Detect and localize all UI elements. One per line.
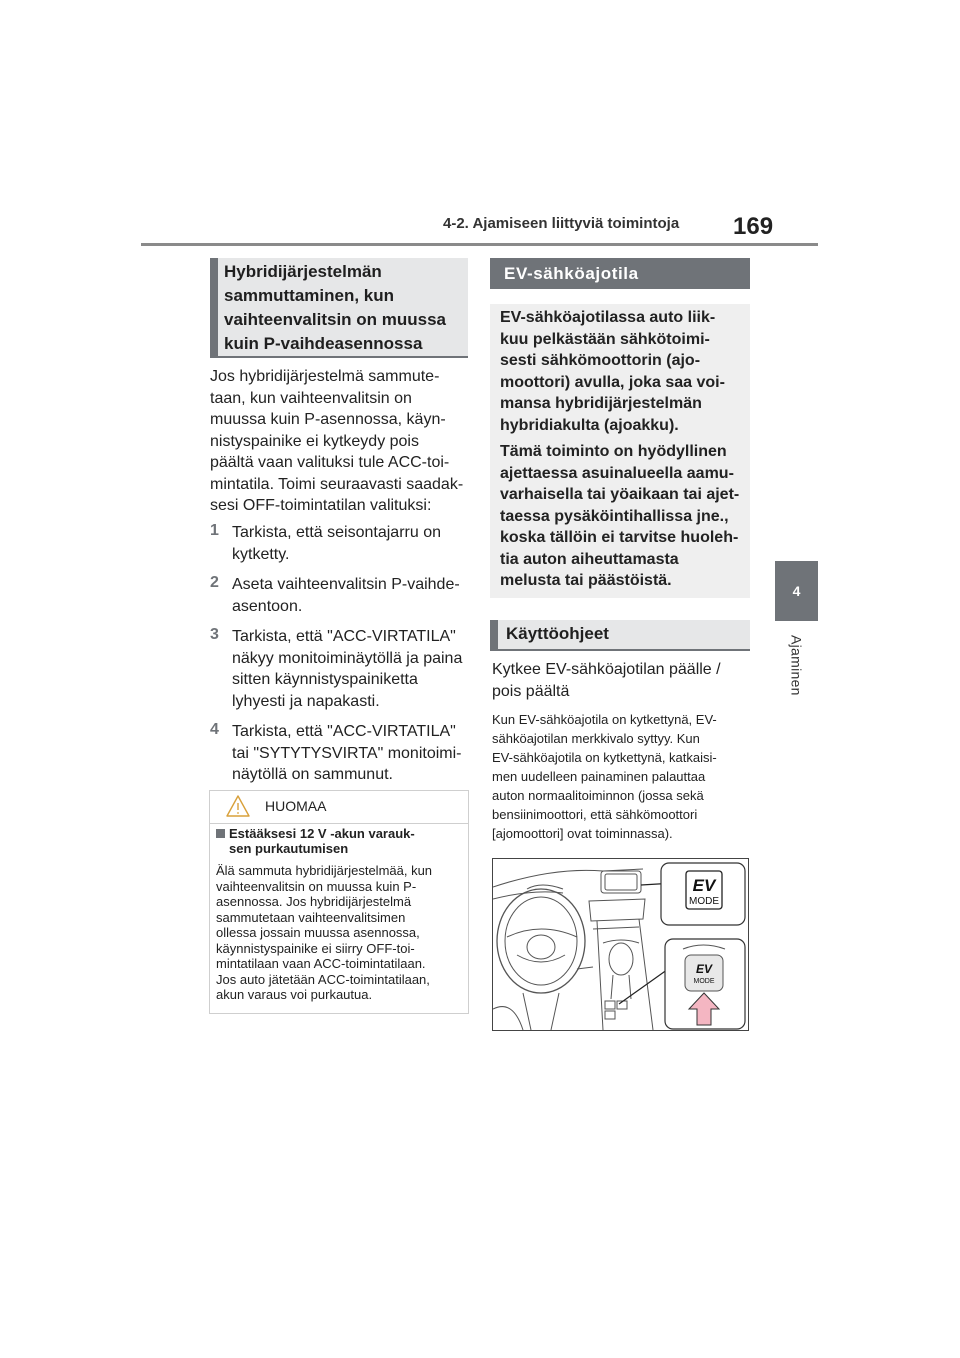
- chapter-number: 4: [792, 583, 801, 599]
- heading-line: sammuttaminen, kun: [224, 286, 395, 305]
- summary-line: tia auton aiheuttamasta: [500, 550, 679, 568]
- notice-line: vaihteenvalitsin on muussa kuin P-: [216, 878, 417, 894]
- summary-line: melusta tai päästöistä.: [500, 572, 672, 589]
- summary-line: varhaisella tai yöaikaan tai ajet-: [500, 486, 740, 503]
- notice-line: käynnistyspainike ei siirry OFF-toi-: [216, 940, 415, 956]
- illustration-caption: [492, 659, 721, 702]
- notice-header: [210, 791, 468, 824]
- chapter-tab: [775, 561, 818, 621]
- square-bullet-icon: [216, 829, 225, 838]
- desc-line: men uudelleen painaminen palauttaa: [492, 769, 706, 784]
- summary-paragraph: [500, 441, 739, 592]
- summary-line: sesti sähkömoottorin (ajo-: [500, 352, 701, 369]
- caption-line: pois päältä: [492, 682, 570, 700]
- instructions-heading: [490, 620, 750, 651]
- text-line: sesi OFF-toimintatilan valituksi:: [210, 497, 432, 514]
- section-title: 4-2. Ajamiseen liittyviä toimintoja: [443, 215, 680, 232]
- heading-line: kuin P-vaihdeasennossa: [224, 334, 423, 353]
- notice-subtitle-line: Estääksesi 12 V -akun varauk-: [229, 826, 415, 841]
- summary-line: kuu pelkästään sähkötoimi-: [500, 330, 710, 348]
- chapter-label-text: Ajaminen: [788, 634, 805, 696]
- step-text: Tarkista, että "ACC-VIRTATILA": [232, 723, 456, 740]
- text-line: päältä vaan valituksi tule ACC-toi-: [210, 454, 450, 471]
- step-item: [210, 721, 472, 786]
- step-number: 3: [210, 626, 219, 643]
- desc-line: sähköajotilan merkkivalo syttyy. Kun: [492, 731, 700, 746]
- summary-line: mansa hybridijärjestelmän: [500, 395, 702, 412]
- desc-line: Kun EV-sähköajotila on kytkettynä, EV-: [492, 712, 717, 727]
- notice-title: HUOMAA: [265, 798, 327, 814]
- caption-line: Kytkee EV-sähköajotilan päälle /: [492, 661, 721, 678]
- mode-label-small: MODE: [693, 978, 715, 985]
- summary-line: hybridiakulta (ajoakku).: [500, 416, 679, 434]
- ev-label-large: EV: [692, 876, 716, 895]
- ev-mode-summary: [490, 304, 750, 598]
- desc-line: [ajomoottori] ovat toiminnassa).: [492, 826, 673, 841]
- ev-label-small: EV: [695, 962, 713, 976]
- text-line: taan, kun vaihteenvalitsin on: [210, 389, 412, 407]
- summary-line: moottori) avulla, joka saa voi-: [500, 373, 725, 391]
- notice-line: ollessa jossain muussa asennossa,: [216, 925, 420, 940]
- dashboard-illustration: [492, 858, 749, 1031]
- step-text: näkyy monitoiminäytöllä ja paina: [232, 649, 463, 667]
- summary-line: taessa pysäköintihallissa jne.,: [500, 507, 729, 525]
- step-text: kytketty.: [232, 545, 290, 563]
- text-line: mintatila. Toimi seuraavasti saadak-: [210, 475, 464, 493]
- step-number: 2: [210, 574, 219, 591]
- step-text: näytöllä on sammunut.: [232, 766, 393, 783]
- heading-line: vaihteenvalitsin on muussa: [224, 310, 447, 329]
- dashboard-drawing: [493, 859, 748, 1030]
- notice-line: mintatilaan vaan ACC-toimintatilaan.: [216, 956, 426, 971]
- step-number: 1: [210, 522, 219, 539]
- step-item: [210, 574, 472, 617]
- step-text: asentoon.: [232, 597, 303, 615]
- notice-box: [209, 790, 469, 1014]
- step-item: [210, 522, 472, 565]
- notice-line: Älä sammuta hybridijärjestelmää, kun: [216, 863, 433, 878]
- notice-body: [216, 863, 432, 1003]
- step-number: 4: [210, 721, 219, 738]
- notice-line: asennossa. Jos hybridijärjestelmä: [216, 894, 412, 909]
- notice-line: Jos auto jätetään ACC-toimintatilaan,: [216, 971, 430, 987]
- notice-line: akun varaus voi purkautua.: [216, 987, 373, 1002]
- left-heading: [210, 258, 468, 358]
- step-text: sitten käynnistyspainiketta: [232, 671, 418, 688]
- instructions-heading-text: Käyttöohjeet: [506, 624, 609, 643]
- notice-subtitle-line: sen purkautumisen: [229, 841, 349, 856]
- step-list: [210, 522, 472, 795]
- desc-line: bensiinimoottori, että sähkömoottori: [492, 807, 698, 822]
- summary-line: EV-sähköajotilassa auto liik-: [500, 309, 716, 326]
- summary-paragraph: [500, 307, 725, 436]
- intro-paragraph: [210, 366, 470, 517]
- step-text: Aseta vaihteenvalitsin P-vaihde-: [232, 576, 460, 593]
- step-text: tai "SYTYTYSVIRTA" monitoimi-: [232, 744, 462, 762]
- step-text: Tarkista, että "ACC-VIRTATILA": [232, 628, 456, 645]
- notice-line: sammutetaan vaihteenvalitsimen: [216, 909, 406, 925]
- desc-line: EV-sähköajotila on kytkettynä, katkaisi-: [492, 750, 717, 765]
- text-line: nistyspainike ei kytkeydy pois: [210, 432, 419, 450]
- summary-line: ajettaessa asuinalueella aamu-: [500, 464, 734, 482]
- mode-label-large: MODE: [689, 896, 719, 907]
- warning-icon: [225, 794, 251, 818]
- summary-line: koska tällöin ei tarvitse huoleh-: [500, 529, 739, 546]
- text-line: muussa kuin P-asennossa, käyn-: [210, 411, 446, 428]
- text-line: Jos hybridijärjestelmä sammute-: [210, 368, 440, 385]
- notice-subtitle: [216, 826, 415, 856]
- chapter-label: [775, 630, 818, 700]
- step-text: lyhyesti ja napakasti.: [232, 692, 380, 710]
- ev-mode-banner: EV-sähköajotila: [490, 258, 750, 289]
- step-text: Tarkista, että seisontajarru on: [232, 524, 441, 541]
- header-rule: [141, 243, 818, 246]
- desc-line: auton normaalitoiminnon (jossa sekä: [492, 788, 704, 803]
- heading-line: Hybridijärjestelmän: [224, 262, 382, 281]
- page-number: 169: [733, 213, 774, 240]
- summary-line: Tämä toiminto on hyödyllinen: [500, 443, 727, 460]
- step-item: [210, 626, 472, 712]
- ev-mode-description: [492, 710, 717, 843]
